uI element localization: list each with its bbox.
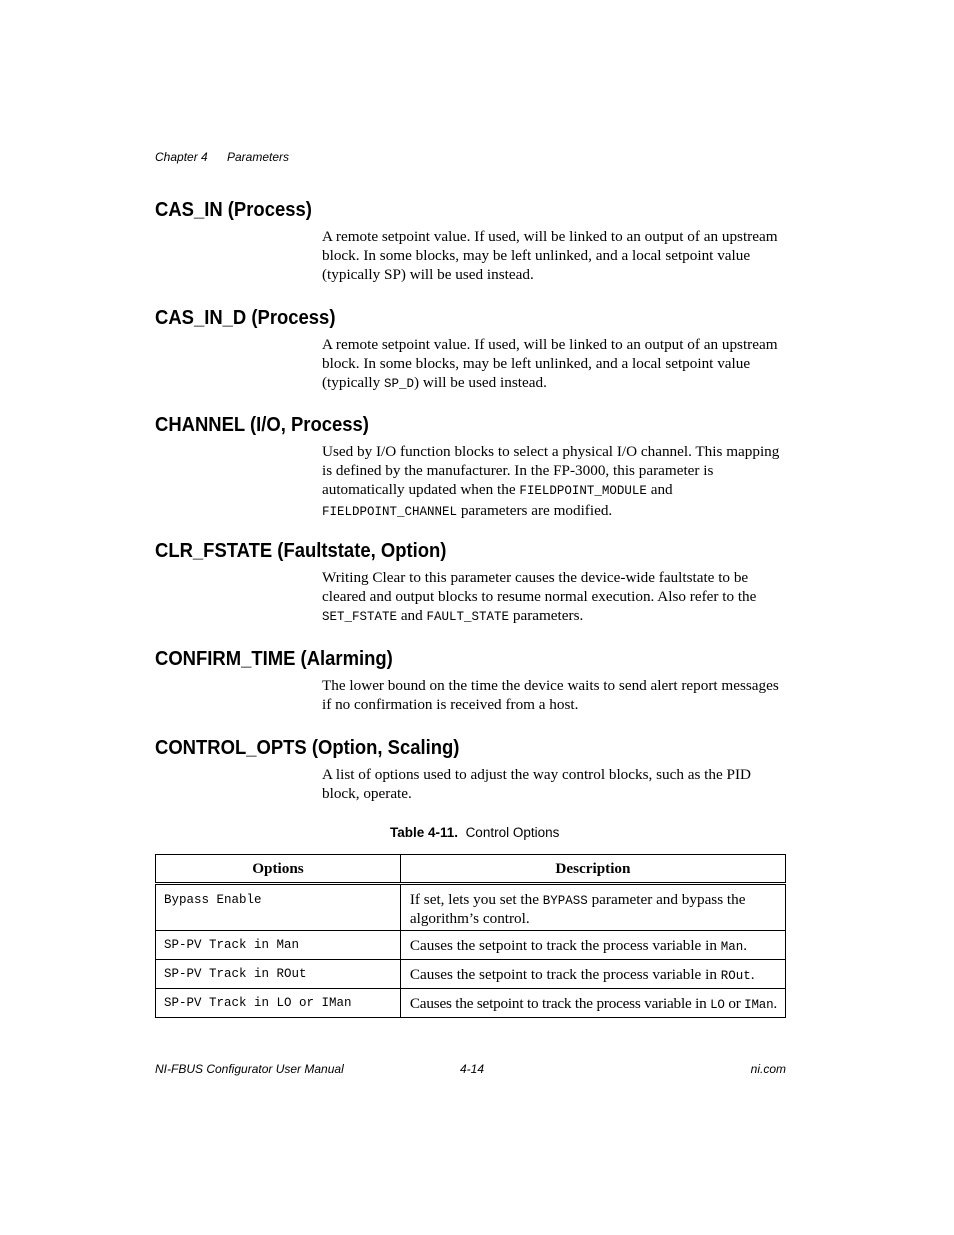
param-heading: CHANNEL (I/O, Process) (155, 413, 369, 436)
param-cas-in (155, 197, 787, 284)
param-description: A list of options used to adjust the way control blocks, such as the PID block, operate. (322, 766, 752, 802)
option-cell: SP-PV Track in ROut (156, 960, 401, 989)
param-description: The lower bound on the time the device waits to send alert report messages if no confirmation is received from a host. (322, 677, 779, 713)
table-title: Control Options (465, 825, 560, 840)
column-header-description: Description (400, 855, 785, 884)
param-heading: CAS_IN_D (Process) (155, 306, 336, 329)
table-row (156, 884, 786, 931)
table-row (156, 960, 786, 989)
param-description: Writing Clear to this parameter causes the device-wide faultstate to be cleared and output blocks to resume normal execution. Also refer to the SET_FSTATE and FAULT_STATE parameters. (322, 569, 757, 624)
table-caption (390, 825, 559, 840)
code-term: SET_FSTATE (322, 610, 398, 624)
code-term: FIELDPOINT_MODULE (519, 484, 647, 498)
website-link[interactable]: ni.com (750, 1062, 786, 1076)
code-term: FAULT_STATE (426, 610, 510, 624)
section-label: Parameters (227, 150, 290, 164)
chapter-label: Chapter 4 (155, 150, 208, 164)
page-number: 4-14 (460, 1062, 485, 1076)
param-description: A remote setpoint value. If used, will be linked to an output of an upstream block. In some blocks, may be left unlinked, and a local setpoint value (typically SP_D) will be used instead. (322, 336, 778, 391)
code-term: SP_D (384, 377, 415, 391)
description-cell: Causes the setpoint to track the process variable in Man. (400, 931, 785, 960)
page-footer (155, 1062, 786, 1076)
table-row (156, 989, 786, 1018)
table-header-row (156, 855, 786, 884)
option-cell: SP-PV Track in LO or IMan (156, 989, 401, 1018)
param-control-opts (155, 735, 787, 803)
description-cell: If set, lets you set the BYPASS parameter and bypass the algorithm’s control. (400, 884, 785, 931)
control-options-table (155, 854, 786, 1018)
table-row (156, 931, 786, 960)
param-heading: CLR_FSTATE (Faultstate, Option) (155, 539, 447, 562)
option-cell: Bypass Enable (156, 884, 401, 931)
param-heading: CONTROL_OPTS (Option, Scaling) (155, 736, 460, 759)
param-heading: CONFIRM_TIME (Alarming) (155, 647, 393, 670)
option-cell: SP-PV Track in Man (156, 931, 401, 960)
column-header-options: Options (156, 855, 401, 884)
description-cell: Causes the setpoint to track the process variable in ROut. (400, 960, 785, 989)
param-clr-fstate (155, 538, 787, 627)
param-description: Used by I/O function blocks to select a physical I/O channel. This mapping is defined by the manufacturer. In the FP-3000, this parameter is automatically updated when the FIELDPOINT_MODULE and FIELDPOINT_CHANNEL parameters are modified. (322, 443, 780, 519)
running-header (155, 150, 289, 164)
description-cell: Causes the setpoint to track the process variable in LO or IMan. (400, 989, 785, 1018)
code-term: FIELDPOINT_CHANNEL (322, 505, 458, 519)
param-description: A remote setpoint value. If used, will be linked to an output of an upstream block. In some blocks, may be left unlinked, and a local setpoint value (typically SP) will be used instead. (322, 228, 778, 283)
table-number: Table 4-11. (390, 825, 459, 840)
param-cas-in-d (155, 305, 787, 394)
param-channel (155, 412, 787, 522)
manual-title: NI-FBUS Configurator User Manual (155, 1062, 344, 1076)
param-confirm-time (155, 646, 787, 714)
param-heading: CAS_IN (Process) (155, 198, 312, 221)
